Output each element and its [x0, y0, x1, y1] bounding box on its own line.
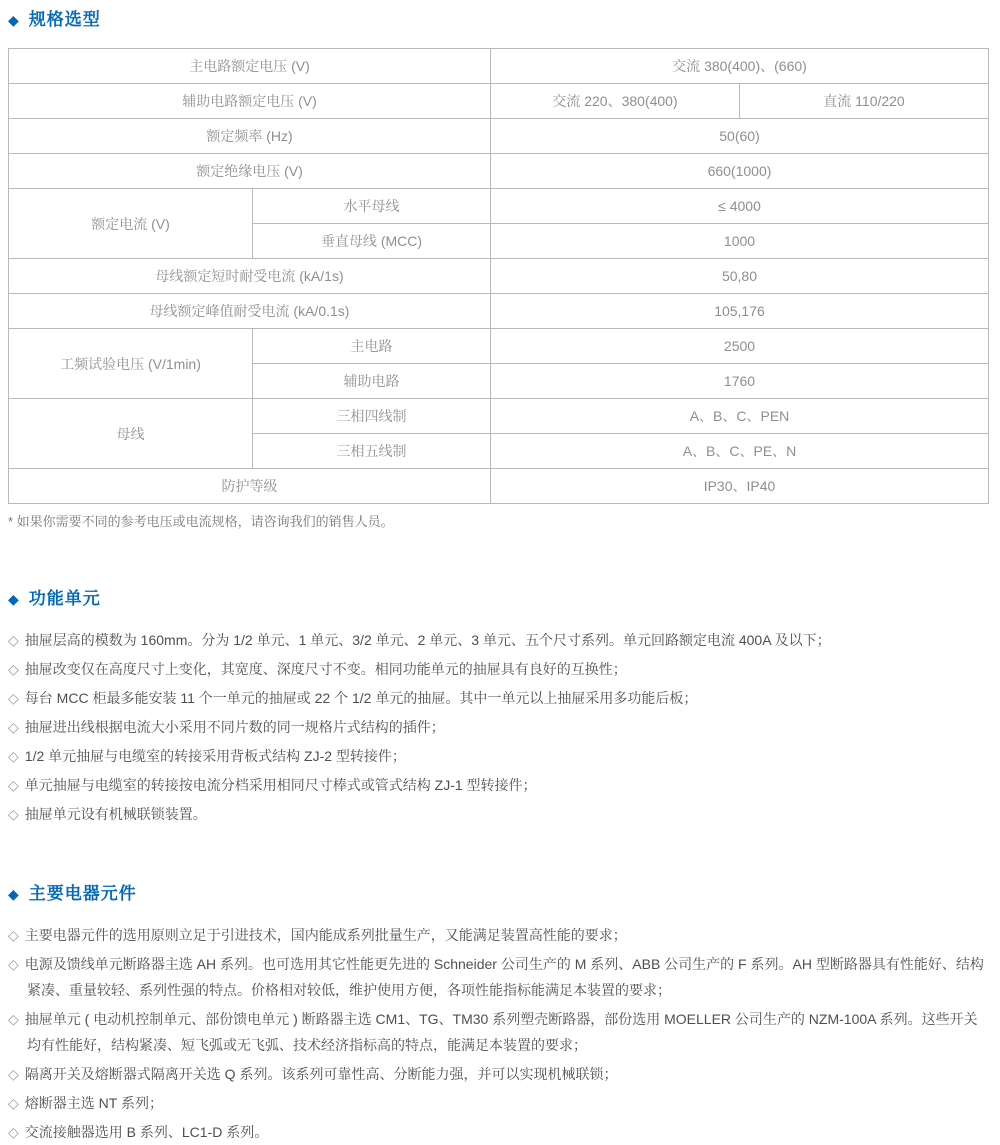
- hollow-diamond-icon: ◇: [8, 632, 19, 648]
- section-title-text: 主要电器元件: [28, 884, 137, 903]
- filled-diamond-icon: ◆: [8, 12, 19, 28]
- section-title-text: 功能单元: [28, 589, 101, 608]
- table-cell: 工频试验电压 (V/1min): [9, 329, 253, 399]
- table-row: [9, 329, 989, 364]
- table-cell: 三相四线制: [253, 399, 491, 434]
- hollow-diamond-icon: ◇: [8, 956, 19, 972]
- list-item-text: 抽屉进出线根据电流大小采用不同片数的同一规格片式结构的插件；: [24, 719, 445, 735]
- table-cell: 额定电流 (V): [9, 189, 253, 259]
- table-cell: 额定频率 (Hz): [9, 119, 491, 154]
- table-cell: IP30、IP40: [491, 469, 989, 504]
- table-cell: 主电路: [253, 329, 491, 364]
- table-cell: A、B、C、PEN: [491, 399, 989, 434]
- table-cell: 105,176: [491, 294, 989, 329]
- list-item: [8, 714, 988, 740]
- table-row: [9, 259, 989, 294]
- section-title-components: [8, 882, 988, 906]
- table-cell: 防护等级: [9, 469, 491, 504]
- section-components: [8, 882, 988, 1145]
- list-item: [8, 1090, 988, 1116]
- list-item: [8, 951, 988, 1003]
- table-cell: 母线: [9, 399, 253, 469]
- spec-table: [8, 48, 989, 504]
- list-item-text: 交流接触器选用 B 系列、LC1-D 系列。: [24, 1124, 269, 1140]
- table-row: [9, 119, 989, 154]
- table-cell: 辅助电路: [253, 364, 491, 399]
- list-item: [8, 922, 988, 948]
- table-cell: 直流 110/220: [740, 84, 989, 119]
- list-item-text: 单元抽屉与电缆室的转接按电流分档采用相同尺寸棒式或管式结构 ZJ-1 型转接件；: [24, 777, 537, 793]
- table-cell: 水平母线: [253, 189, 491, 224]
- list-item: [8, 772, 988, 798]
- list-item-text: 抽屉改变仅在高度尺寸上变化，其宽度、深度尺寸不变。相同功能单元的抽屉具有良好的互换性；: [24, 661, 627, 677]
- table-row: [9, 469, 989, 504]
- hollow-diamond-icon: ◇: [8, 806, 19, 822]
- filled-diamond-icon: ◆: [8, 886, 19, 902]
- table-cell: 50,80: [491, 259, 989, 294]
- list-item-text: 抽屉单元 ( 电动机控制单元、部份馈电单元 ) 断路器主选 CM1、TG、TM30 系列塑壳断路器，部份选用 MOELLER 公司生产的 NZM-100A 系列。这些开关均有性能好，结构紧凑、短飞弧或无飞弧、技术经济指标高的特点，能满足本装置的要求；: [24, 1011, 978, 1053]
- table-cell: 1000: [491, 224, 989, 259]
- table-cell: 母线额定短时耐受电流 (kA/1s): [9, 259, 491, 294]
- hollow-diamond-icon: ◇: [8, 690, 19, 706]
- table-row: [9, 154, 989, 189]
- hollow-diamond-icon: ◇: [8, 1124, 19, 1140]
- table-footnote: * 如果你需要不同的参考电压或电流规格，请咨询我们的销售人员。: [8, 514, 394, 529]
- list-item: [8, 1006, 988, 1058]
- table-row: [9, 294, 989, 329]
- list-item: [8, 685, 988, 711]
- filled-diamond-icon: ◆: [8, 591, 19, 607]
- list-item: [8, 1061, 988, 1087]
- list-item: [8, 656, 988, 682]
- hollow-diamond-icon: ◇: [8, 1066, 19, 1082]
- list-item: [8, 801, 988, 827]
- hollow-diamond-icon: ◇: [8, 1011, 19, 1027]
- table-cell: 垂直母线 (MCC): [253, 224, 491, 259]
- function-units-list: [8, 627, 988, 827]
- list-item: [8, 1119, 988, 1145]
- list-item-text: 抽屉层高的模数为 160mm。分为 1/2 单元、1 单元、3/2 单元、2 单元、3 单元、五个尺寸系列。单元回路额定电流 400A 及以下；: [24, 632, 831, 648]
- hollow-diamond-icon: ◇: [8, 927, 19, 943]
- list-item-text: 隔离开关及熔断器式隔离开关选 Q 系列。该系列可靠性高、分断能力强，并可以实现机械联锁；: [24, 1066, 618, 1082]
- table-cell: 三相五线制: [253, 434, 491, 469]
- table-cell: A、B、C、PE、N: [491, 434, 989, 469]
- table-cell: 50(60): [491, 119, 989, 154]
- list-item: [8, 743, 988, 769]
- hollow-diamond-icon: ◇: [8, 719, 19, 735]
- table-cell: 交流 380(400)、(660): [491, 49, 989, 84]
- table-cell: 660(1000): [491, 154, 989, 189]
- hollow-diamond-icon: ◇: [8, 777, 19, 793]
- list-item-text: 抽屉单元设有机械联锁装置。: [24, 806, 207, 822]
- table-row: [9, 84, 989, 119]
- section-title-spec: [8, 8, 988, 32]
- table-cell: ≤ 4000: [491, 189, 989, 224]
- table-cell: 辅助电路额定电压 (V): [9, 84, 491, 119]
- list-item-text: 1/2 单元抽屉与电缆室的转接采用背板式结构 ZJ-2 型转接件；: [24, 748, 406, 764]
- table-cell: 交流 220、380(400): [491, 84, 740, 119]
- list-item-text: 电源及馈线单元断路器主选 AH 系列。也可选用其它性能更先进的 Schneider 公司生产的 M 系列、ABB 公司生产的 F 系列。AH 型断路器具有性能好、结构紧凑、重量较轻、系列性强的特点。价格相对较低，维护使用方便，各项性能指标能满足本装置的要求；: [24, 956, 984, 998]
- hollow-diamond-icon: ◇: [8, 661, 19, 677]
- hollow-diamond-icon: ◇: [8, 1095, 19, 1111]
- table-row: [9, 49, 989, 84]
- table-cell: 1760: [491, 364, 989, 399]
- list-item-text: 主要电器元件的选用原则立足于引进技术，国内能成系列批量生产，又能满足装置高性能的要求；: [24, 927, 627, 943]
- table-row: [9, 399, 989, 434]
- section-function-units: [8, 587, 988, 827]
- table-cell: 母线额定峰值耐受电流 (kA/0.1s): [9, 294, 491, 329]
- section-spec: [8, 8, 988, 531]
- list-item: [8, 627, 988, 653]
- list-item-text: 熔断器主选 NT 系列；: [24, 1095, 163, 1111]
- list-item-text: 每台 MCC 柜最多能安装 11 个一单元的抽屉或 22 个 1/2 单元的抽屉。其中一单元以上抽屉采用多功能后板；: [24, 690, 698, 706]
- table-row: [9, 189, 989, 224]
- table-cell: 额定绝缘电压 (V): [9, 154, 491, 189]
- components-list: [8, 922, 988, 1145]
- table-cell: 主电路额定电压 (V): [9, 49, 491, 84]
- section-title-text: 规格选型: [28, 10, 101, 29]
- hollow-diamond-icon: ◇: [8, 748, 19, 764]
- table-cell: 2500: [491, 329, 989, 364]
- section-title-function-units: [8, 587, 988, 611]
